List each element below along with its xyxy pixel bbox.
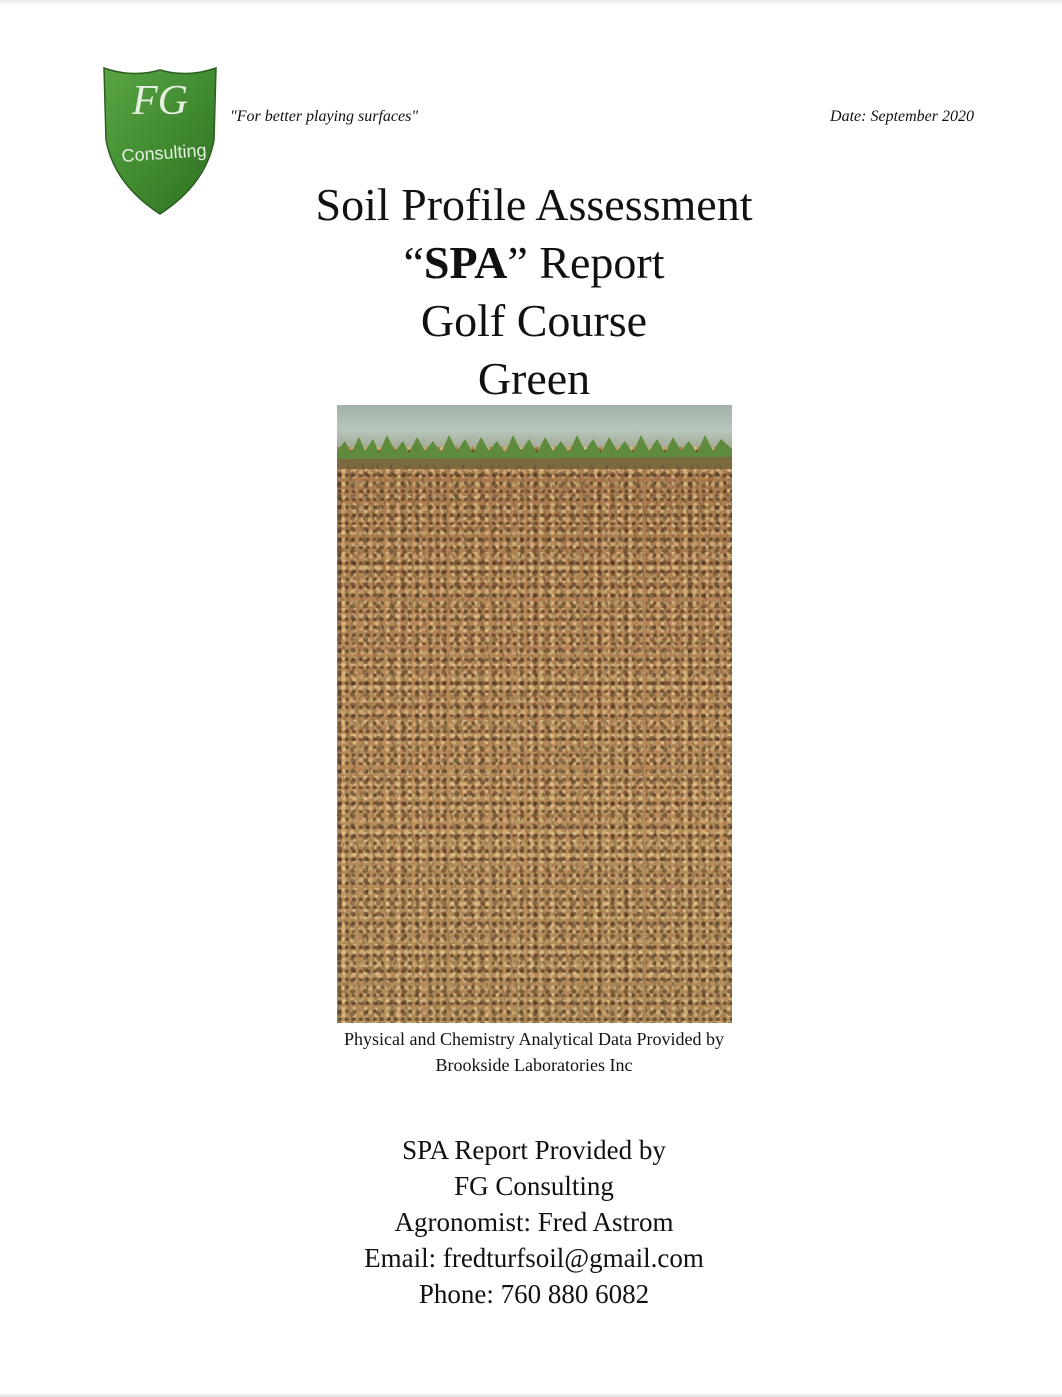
turf-grass-icon (337, 429, 732, 469)
title-line-2 (234, 234, 834, 292)
provider-agronomist: Agronomist: Fred Astrom (394, 1207, 674, 1237)
tagline: "For better playing surfaces" (230, 108, 419, 125)
title-line-2-rest: ” Report (507, 237, 665, 288)
title-open-quote: “ (403, 237, 424, 288)
soil-profile-photo (337, 405, 732, 1023)
report-title (234, 176, 834, 408)
soil-texture (337, 465, 732, 1023)
logo-name: Consulting (120, 140, 208, 166)
provider-company: FG Consulting (454, 1171, 614, 1201)
provider-line: SPA Report Provided by (402, 1135, 666, 1165)
page-bottom-edge (0, 1393, 1062, 1397)
provider-email[interactable]: Email: fredturfsoil@gmail.com (364, 1243, 704, 1273)
title-line-4: Green (477, 353, 591, 404)
provider-contact-block (234, 1132, 834, 1312)
title-line-1: Soil Profile Assessment (315, 179, 753, 230)
logo-initials: FG (132, 78, 188, 124)
provider-phone: Phone: 760 880 6082 (418, 1279, 650, 1309)
title-line-3: Golf Course (420, 295, 648, 346)
fg-consulting-logo (102, 66, 218, 216)
caption-line-1: Physical and Chemistry Analytical Data Provided by (344, 1029, 724, 1049)
caption-line-2: Brookside Laboratories Inc (435, 1055, 633, 1075)
title-spa-bold: SPA (423, 237, 508, 288)
report-date: Date: September 2020 (830, 108, 974, 125)
photo-caption (234, 1026, 834, 1078)
page-top-edge (0, 0, 1062, 6)
